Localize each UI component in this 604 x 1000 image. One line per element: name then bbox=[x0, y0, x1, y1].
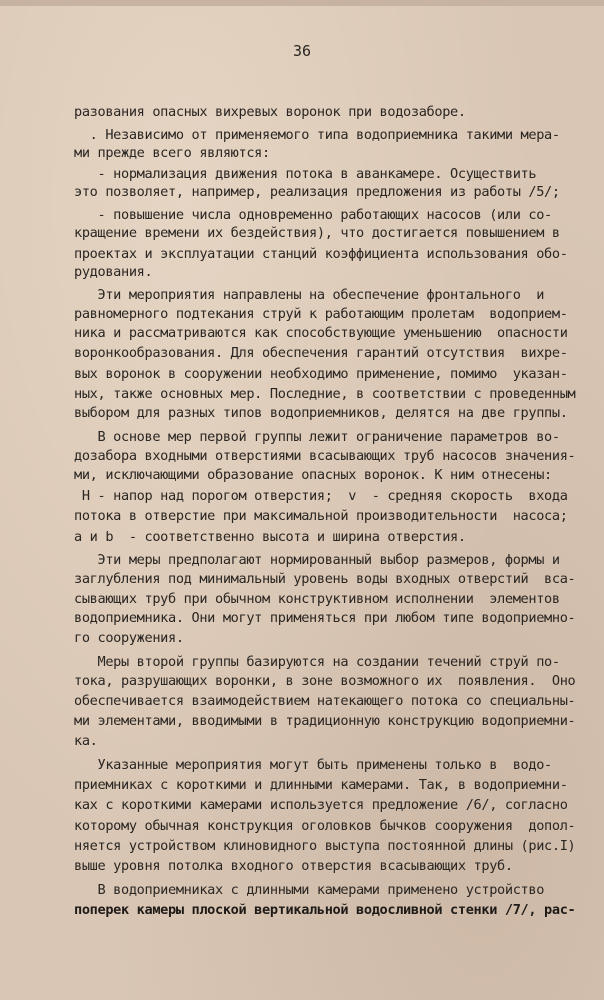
text-line: В водоприемниках с длинными камерами применено устройство bbox=[74, 882, 545, 898]
text-line: водоприемника. Они могут применяться при любом типе водоприемно- bbox=[74, 610, 576, 626]
text-line: Меры второй группы базируются на создании течений струй по- bbox=[74, 654, 560, 670]
text-line: тока, разрушающих воронки, в зоне возможного их появления. Оно bbox=[74, 673, 576, 689]
text-line: сывающих труб при обычном конструктивном исполнении элементов bbox=[74, 591, 560, 607]
text-line: Эти мероприятия направлены на обеспечение фронтального и bbox=[74, 287, 545, 303]
text-line: ника и рассматриваются как способствующие уменьшению опасности bbox=[74, 325, 568, 341]
text-line: ках с короткими камерами используется предложение /6/, согласно bbox=[74, 797, 568, 813]
text-line: ных, также основных мер. Последние, в соответствии с проведенным bbox=[74, 386, 576, 402]
text-line: выбором для разных типов водоприемников, делятся на две группы. bbox=[74, 405, 568, 421]
text-line: поперек камеры плоской вертикальной водосливной стенки /7/, рас- bbox=[74, 902, 576, 918]
text-line: В основе мер первой группы лежит ограничение параметров во- bbox=[74, 429, 560, 445]
text-line: - повышение числа одновременно работающих насосов (или со- bbox=[74, 207, 552, 223]
text-line: заглубления под минимальный уровень воды входных отверстий вса- bbox=[74, 571, 576, 587]
text-line: приемниках с короткими и длинными камерами. Так, в водоприемни- bbox=[74, 777, 568, 793]
text-line: равномерного подтекания струй к работающим пролетам водоприем- bbox=[74, 306, 568, 322]
text-line: проектах и эксплуатации станций коэффициента использования обо- bbox=[74, 246, 568, 262]
text-line: ми прежде всего являются: bbox=[74, 145, 270, 161]
text-line: кращение времени их бездействия), что достигается повышением в bbox=[74, 225, 560, 241]
text-line: - нормализация движения потока в аванкамере. Осуществить bbox=[74, 166, 537, 182]
text-line: Эти меры предполагают нормированный выбор размеров, формы и bbox=[74, 552, 560, 568]
text-line: H - напор над порогом отверстия; v - средняя скорость входа bbox=[74, 488, 568, 504]
text-line: го сооружения. bbox=[74, 630, 184, 646]
text-line: дозабора входными отверстиями всасывающих труб насосов значения- bbox=[74, 448, 576, 464]
text-line: ми элементами, вводимыми в традиционную конструкцию водоприемни- bbox=[74, 713, 576, 729]
text-line: ми, исключающими образование опасных воронок. К ним отнесены: bbox=[74, 467, 552, 483]
text-line: рудования. bbox=[74, 264, 153, 280]
text-line: ка. bbox=[74, 733, 98, 749]
text-line: выше уровня потолка входного отверстия всасывающих труб. bbox=[74, 858, 513, 874]
page-number: 36 bbox=[292, 42, 312, 60]
text-line: воронкообразования. Для обеспечения гарантий отсутствия вихре- bbox=[74, 345, 568, 361]
text-line: обеспечивается взаимодействием натекающего потока со специальны- bbox=[74, 693, 576, 709]
text-line: это позволяет, например, реализация предложения из работы /5/; bbox=[74, 184, 560, 200]
text-line: няется устройством клиновидного выступа постоянной длины (рис.I) bbox=[74, 838, 576, 854]
text-line: которому обычная конструкция оголовков бычков сооружения допол- bbox=[74, 818, 576, 834]
text-line: вых воронок в сооружении необходимо применение, помимо указан- bbox=[74, 366, 568, 382]
text-line: a и b - соответственно высота и ширина отверстия. bbox=[74, 529, 466, 545]
text-line: разования опасных вихревых воронок при водозаборе. bbox=[74, 104, 466, 120]
text-line: потока в отверстие при максимальной производительности насоса; bbox=[74, 508, 568, 524]
text-line: Указанные мероприятия могут быть применены только в водо- bbox=[74, 757, 552, 773]
text-line: . Независимо от применяемого типа водоприемника такими мера- bbox=[74, 127, 560, 143]
